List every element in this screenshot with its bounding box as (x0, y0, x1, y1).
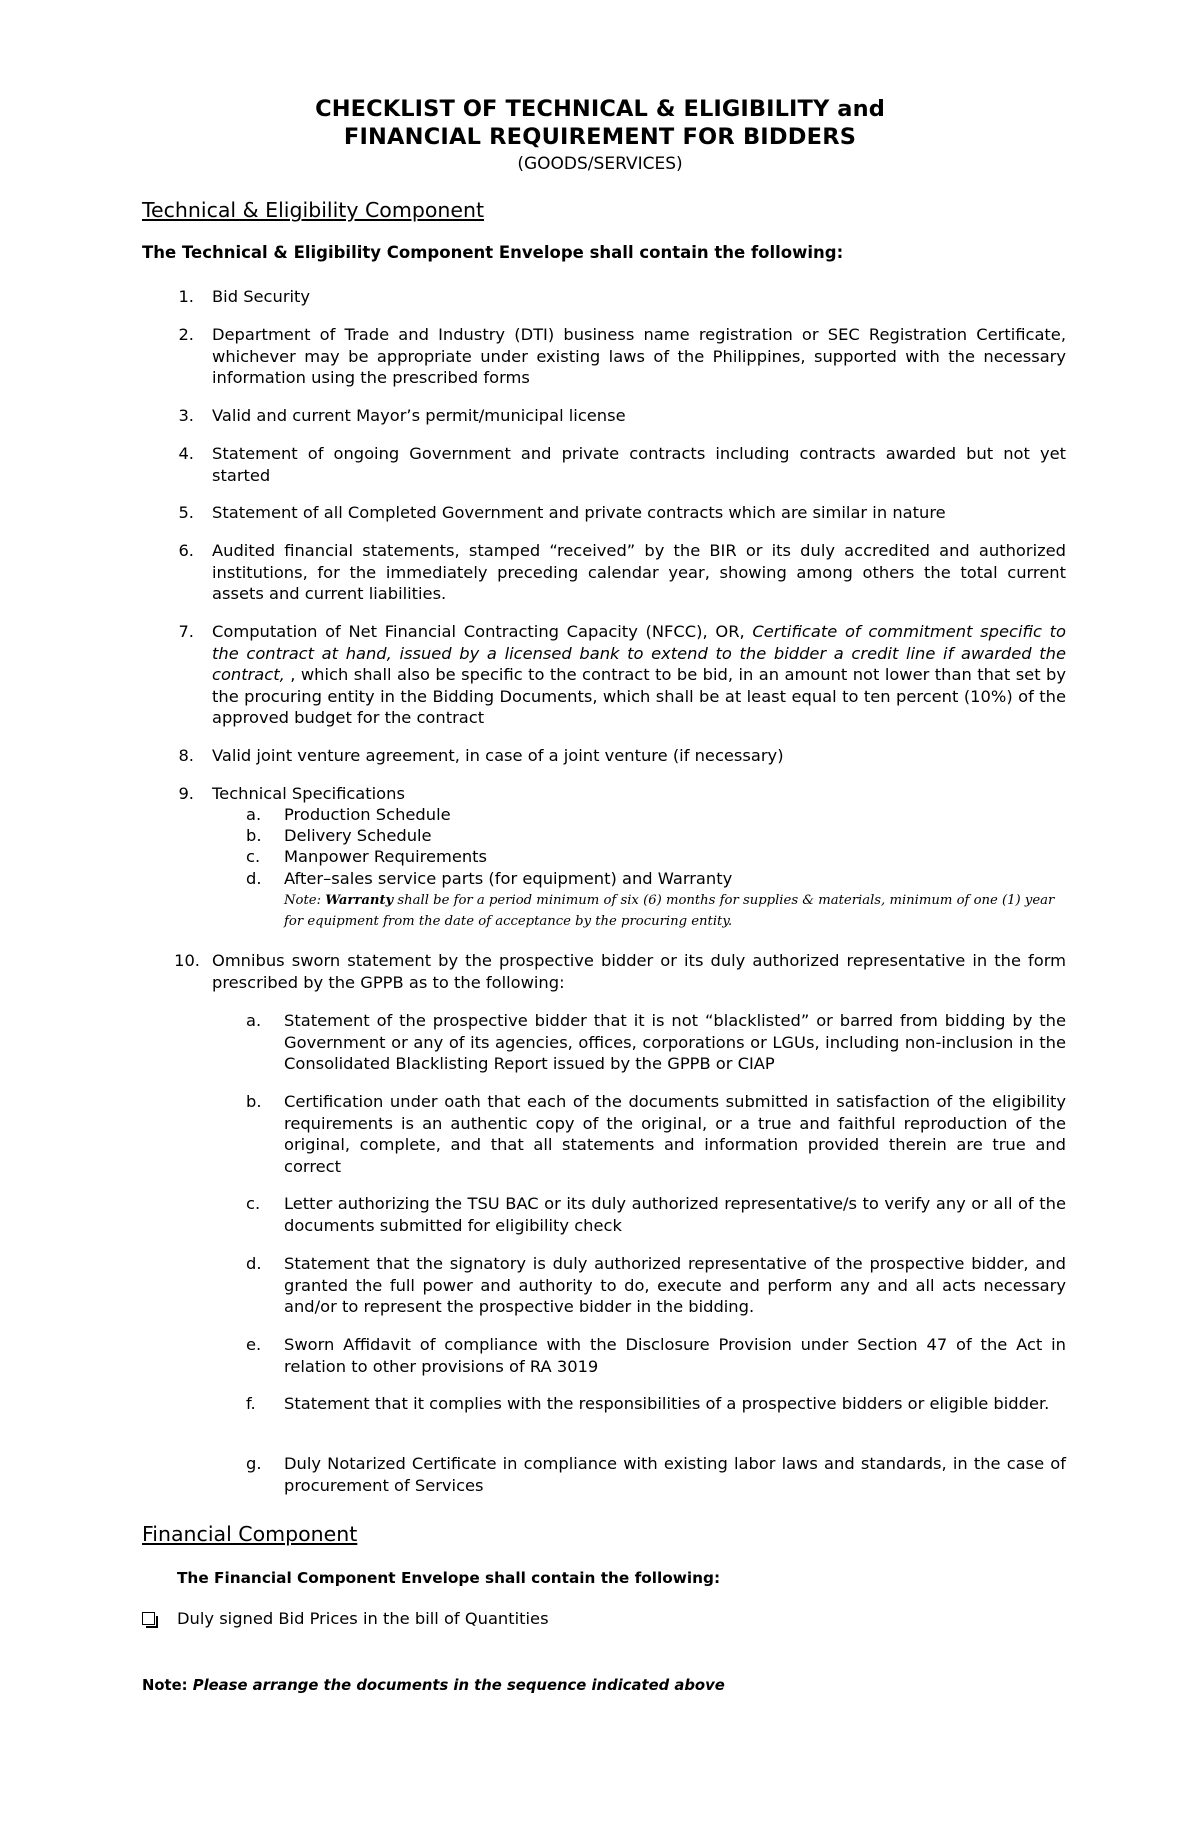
list-item-text: Audited financial statements, stamped “received” by the BIR or its duly accredited and authorized institutions, for the immediately preceding calendar year, showing among others the total current assets and current liabilities. (212, 541, 1066, 603)
list-item-text: Technical Specifications (212, 784, 405, 803)
document-subtitle: (GOODS/SERVICES) (517, 154, 683, 174)
nfcc-text-rest: , which shall also be specific to the contract to be bid, in an amount not lower than that set by the procuring entity in the Bidding Documents, which shall be at least equal to ten percent (10%) of the approved budget for the contract (212, 665, 1066, 727)
closing-note-label: Note: (142, 1677, 193, 1694)
list-number: 5. (178, 503, 194, 522)
sub-letter: d. (246, 1254, 262, 1273)
sub-item-text: Certification under oath that each of the documents submitted in satisfaction of the eligibility requirements is an authentic copy of the original, or a true and faithful reproduction of the original, complete, and that all statements and information provided therein are true and correct (284, 1092, 1066, 1176)
list-number: 6. (178, 541, 194, 560)
list-number: 3. (178, 406, 194, 425)
sub-item-text: Sworn Affidavit of compliance with the Disclosure Provision under Section 47 of the Act in relation to other provisions of RA 3019 (284, 1335, 1066, 1376)
list-number: 8. (178, 746, 194, 765)
sub-item-text: Production Schedule (284, 805, 451, 824)
list-number: 9. (178, 784, 194, 803)
checkbox-item-text: Duly signed Bid Prices in the bill of Quantities (177, 1609, 549, 1628)
list-item-text: Statement of ongoing Government and private contracts including contracts awarded but not yet started (212, 444, 1066, 485)
list-number: 4. (178, 444, 194, 463)
list-number: 2. (178, 325, 194, 344)
sub-item-text: Statement that the signatory is duly authorized representative of the prospective bidder, and granted the full power and authority to do, execute and perform any and all acts necessary and/or to represent the prospective bidder in the bidding. (284, 1254, 1066, 1316)
financial-intro: The Financial Component Envelope shall contain the following: (177, 1569, 721, 1587)
checkbox-icon (142, 1612, 155, 1625)
commitment-italic-text: Certificate of commitment specific to the contract at hand, issued by a licensed bank to extend to the bidder a credit line if awarded the contract, (212, 622, 1066, 684)
warranty-note-prefix: Note: (284, 893, 326, 908)
warranty-note-text: shall be for a period minimum of six (6) months for supplies & materials, minimum of one (1) year for equipment from the date of acceptance by the procuring entity. (284, 893, 1055, 929)
sub-item-text: Delivery Schedule (284, 826, 432, 845)
sub-letter: c. (246, 847, 261, 866)
sub-letter: a. (246, 1011, 262, 1030)
document-title-line1: CHECKLIST OF TECHNICAL & ELIGIBILITY and (315, 96, 885, 122)
list-number: 7. (178, 622, 194, 641)
list-number: 10. (174, 951, 200, 970)
sub-item-text: Letter authorizing the TSU BAC or its duly authorized representative/s to verify any or all of the documents submitted for eligibility check (284, 1194, 1066, 1235)
sub-letter: e. (246, 1335, 262, 1354)
sub-item-text: Statement of the prospective bidder that it is not “blacklisted” or barred from bidding by the Government or any of its agencies, offices, corporations or LGUs, including non-inclusion in the Consolidated Blacklisting Report issued by the GPPB or CIAP (284, 1011, 1066, 1073)
list-item-text: Valid and current Mayor’s permit/municipal license (212, 406, 626, 425)
sub-letter: d. (246, 869, 262, 888)
sub-letter: b. (246, 1092, 262, 1111)
list-number: 1. (178, 287, 194, 306)
sub-letter: g. (246, 1454, 262, 1473)
list-item-text (212, 621, 1066, 729)
closing-note (142, 1677, 725, 1694)
sub-letter: f. (246, 1394, 256, 1413)
sub-letter: c. (246, 1194, 261, 1213)
list-item-text: Bid Security (212, 287, 311, 306)
sub-item-text: Manpower Requirements (284, 847, 488, 866)
sub-item-text: After–sales service parts (for equipment) and Warranty (284, 869, 733, 888)
nfcc-text: Computation of Net Financial Contracting Capacity (NFCC), OR, (212, 622, 753, 641)
sub-letter: b. (246, 826, 262, 845)
list-item-text: Department of Trade and Industry (DTI) business name registration or SEC Registration Certificate, whichever may be appropriate under existing laws of the Philippines, supported with the necessary information using the prescribed forms (212, 325, 1066, 387)
technical-section-heading: Technical & Eligibility Component (142, 198, 485, 222)
document-title-line2: FINANCIAL REQUIREMENT FOR BIDDERS (343, 124, 857, 150)
list-item-text: Statement of all Completed Government and private contracts which are similar in nature (212, 503, 946, 522)
closing-note-text: Please arrange the documents in the sequence indicated above (192, 1677, 725, 1694)
list-item-text: Valid joint venture agreement, in case of a joint venture (if necessary) (212, 746, 784, 765)
warranty-note-bold: Warranty (325, 893, 394, 908)
technical-intro: The Technical & Eligibility Component Envelope shall contain the following: (142, 243, 844, 262)
financial-section-heading: Financial Component (142, 1522, 358, 1546)
sub-letter: a. (246, 805, 262, 824)
sub-item-text: Duly Notarized Certificate in compliance with existing labor laws and standards, in the case of procurement of Services (284, 1454, 1066, 1495)
sub-item-text: Statement that it complies with the responsibilities of a prospective bidders or eligible bidder. (284, 1394, 1050, 1413)
list-item-text: Omnibus sworn statement by the prospective bidder or its duly authorized representative in the form prescribed by the GPPB as to the following: (212, 951, 1066, 992)
warranty-note (284, 890, 1066, 932)
